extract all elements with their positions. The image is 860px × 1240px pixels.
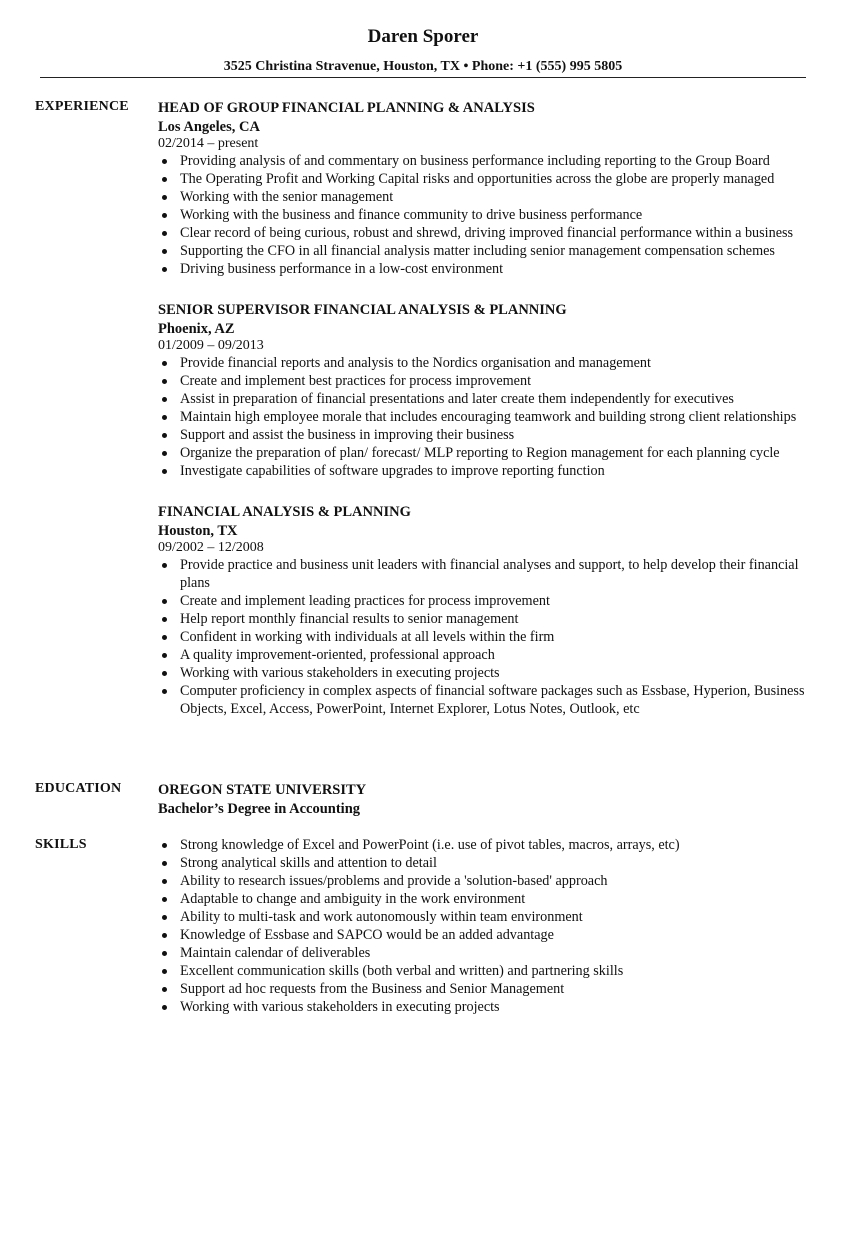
bullet-icon <box>162 987 167 992</box>
list-item <box>158 854 828 872</box>
bullet-icon <box>162 915 167 920</box>
list-item <box>158 152 828 170</box>
job-location: Phoenix, AZ <box>158 321 235 337</box>
bullet-text: Create and implement leading practices for process improvement <box>180 593 550 609</box>
list-item <box>158 354 828 372</box>
contact-line: 3525 Christina Stravenue, Houston, TX • Phone: +1 (555) 995 5805 <box>223 59 623 74</box>
bullet-text: Working with the senior management <box>180 189 394 205</box>
list-item <box>158 664 828 682</box>
education-content <box>158 780 828 818</box>
job-bullets <box>158 354 828 480</box>
bullet-icon <box>162 397 167 402</box>
bullet-icon <box>162 689 167 694</box>
bullet-icon <box>162 379 167 384</box>
skill-text: Ability to research issues/problems and provide a 'solution-based' approach <box>180 873 608 889</box>
job-title: HEAD OF GROUP FINANCIAL PLANNING & ANALYSIS <box>158 100 535 116</box>
bullet-text: Create and implement best practices for process improvement <box>180 373 532 389</box>
list-item <box>158 998 828 1016</box>
bullet-icon <box>162 879 167 884</box>
skill-text: Strong analytical skills and attention to detail <box>180 855 437 871</box>
job-dates: 01/2009 – 09/2013 <box>158 338 264 353</box>
bullet-text: Organize the preparation of plan/ forecast/ MLP reporting to Region management for each planning cycle <box>180 445 780 461</box>
list-item <box>158 682 828 718</box>
job-location: Los Angeles, CA <box>158 119 260 135</box>
bullet-icon <box>162 249 167 254</box>
bullet-icon <box>162 433 167 438</box>
list-item <box>158 926 828 944</box>
skill-text: Ability to multi-task and work autonomously within team environment <box>180 909 583 925</box>
list-item <box>158 944 828 962</box>
list-item <box>158 390 828 408</box>
job-entry <box>158 502 828 718</box>
skill-text: Support ad hoc requests from the Business and Senior Management <box>180 981 565 997</box>
bullet-text: A quality improvement-oriented, professional approach <box>180 647 495 663</box>
bullet-text: Assist in preparation of financial presentations and later create them independently for executives <box>180 391 734 407</box>
bullet-text: Working with various stakeholders in executing projects <box>180 665 500 681</box>
list-item <box>158 872 828 890</box>
list-item <box>158 592 828 610</box>
list-item <box>158 242 828 260</box>
job-entry <box>158 300 828 480</box>
bullet-text: Supporting the CFO in all financial analysis matter including senior management compensation schemes <box>180 243 775 259</box>
list-item <box>158 556 828 592</box>
experience-label: EXPERIENCE <box>35 99 129 114</box>
list-item <box>158 260 828 278</box>
skills-label: SKILLS <box>35 837 87 852</box>
bullet-icon <box>162 861 167 866</box>
candidate-name: Daren Sporer <box>367 26 479 47</box>
skill-text: Strong knowledge of Excel and PowerPoint (i.e. use of pivot tables, macros, arrays, etc) <box>180 837 680 853</box>
bullet-text: Help report monthly financial results to senior management <box>180 611 519 627</box>
list-item <box>158 206 828 224</box>
list-item <box>158 908 828 926</box>
skill-text: Excellent communication skills (both verbal and written) and partnering skills <box>180 963 624 979</box>
list-item <box>158 646 828 664</box>
bullet-icon <box>162 951 167 956</box>
job-entry <box>158 98 828 278</box>
list-item <box>158 426 828 444</box>
bullet-icon <box>162 1005 167 1010</box>
bullet-text: Provide practice and business unit leaders with financial analyses and support, to help develop their financial plans <box>180 557 799 591</box>
skill-text: Adaptable to change and ambiguity in the work environment <box>180 891 526 907</box>
bullet-icon <box>162 195 167 200</box>
job-title: SENIOR SUPERVISOR FINANCIAL ANALYSIS & PLANNING <box>158 302 567 318</box>
header-divider <box>40 77 806 78</box>
list-item <box>158 462 828 480</box>
bullet-icon <box>162 969 167 974</box>
bullet-text: Maintain high employee morale that includes encouraging teamwork and building strong client relationships <box>180 409 797 425</box>
bullet-icon <box>162 617 167 622</box>
bullet-text: Driving business performance in a low-cost environment <box>180 261 504 277</box>
bullet-icon <box>162 635 167 640</box>
skills-content <box>158 836 828 1016</box>
bullet-icon <box>162 415 167 420</box>
skill-text: Working with various stakeholders in executing projects <box>180 999 500 1015</box>
experience-jobs <box>158 98 828 718</box>
bullet-icon <box>162 177 167 182</box>
school-name: OREGON STATE UNIVERSITY <box>158 782 367 798</box>
degree-name: Bachelor’s Degree in Accounting <box>158 801 361 817</box>
list-item <box>158 188 828 206</box>
bullet-text: Clear record of being curious, robust and shrewd, driving improved financial performance within a business <box>180 225 794 241</box>
job-dates: 02/2014 – present <box>158 136 259 151</box>
bullet-icon <box>162 671 167 676</box>
job-location: Houston, TX <box>158 523 238 539</box>
list-item <box>158 610 828 628</box>
skill-text: Maintain calendar of deliverables <box>180 945 371 961</box>
education-label: EDUCATION <box>35 781 122 796</box>
bullet-icon <box>162 267 167 272</box>
list-item <box>158 170 828 188</box>
list-item <box>158 628 828 646</box>
bullet-icon <box>162 843 167 848</box>
bullet-text: The Operating Profit and Working Capital risks and opportunities across the globe are properly managed <box>180 171 775 187</box>
bullet-text: Working with the business and finance community to drive business performance <box>180 207 643 223</box>
skills-list <box>158 836 828 1016</box>
bullet-icon <box>162 897 167 902</box>
list-item <box>158 224 828 242</box>
job-bullets <box>158 556 828 718</box>
bullet-icon <box>162 361 167 366</box>
bullet-text: Computer proficiency in complex aspects of financial software packages such as Essbase, Hyperion, Business Objects, Excel, Access, PowerPoint, Internet Explorer, Lotus Notes, Outlook, etc <box>180 683 805 717</box>
bullet-icon <box>162 159 167 164</box>
bullet-text: Investigate capabilities of software upgrades to improve reporting function <box>180 463 605 479</box>
bullet-icon <box>162 599 167 604</box>
list-item <box>158 444 828 462</box>
list-item <box>158 962 828 980</box>
bullet-icon <box>162 469 167 474</box>
bullet-icon <box>162 451 167 456</box>
job-bullets <box>158 152 828 278</box>
bullet-icon <box>162 231 167 236</box>
job-title: FINANCIAL ANALYSIS & PLANNING <box>158 504 411 520</box>
list-item <box>158 980 828 998</box>
list-item <box>158 408 828 426</box>
bullet-text: Provide financial reports and analysis to the Nordics organisation and management <box>180 355 651 371</box>
list-item <box>158 890 828 908</box>
bullet-icon <box>162 563 167 568</box>
list-item <box>158 836 828 854</box>
bullet-icon <box>162 653 167 658</box>
bullet-icon <box>162 213 167 218</box>
bullet-text: Support and assist the business in improving their business <box>180 427 515 443</box>
list-item <box>158 372 828 390</box>
bullet-icon <box>162 933 167 938</box>
skill-text: Knowledge of Essbase and SAPCO would be an added advantage <box>180 927 554 943</box>
bullet-text: Providing analysis of and commentary on business performance including reporting to the Group Board <box>180 153 770 169</box>
bullet-text: Confident in working with individuals at all levels within the firm <box>180 629 555 645</box>
job-dates: 09/2002 – 12/2008 <box>158 540 264 555</box>
